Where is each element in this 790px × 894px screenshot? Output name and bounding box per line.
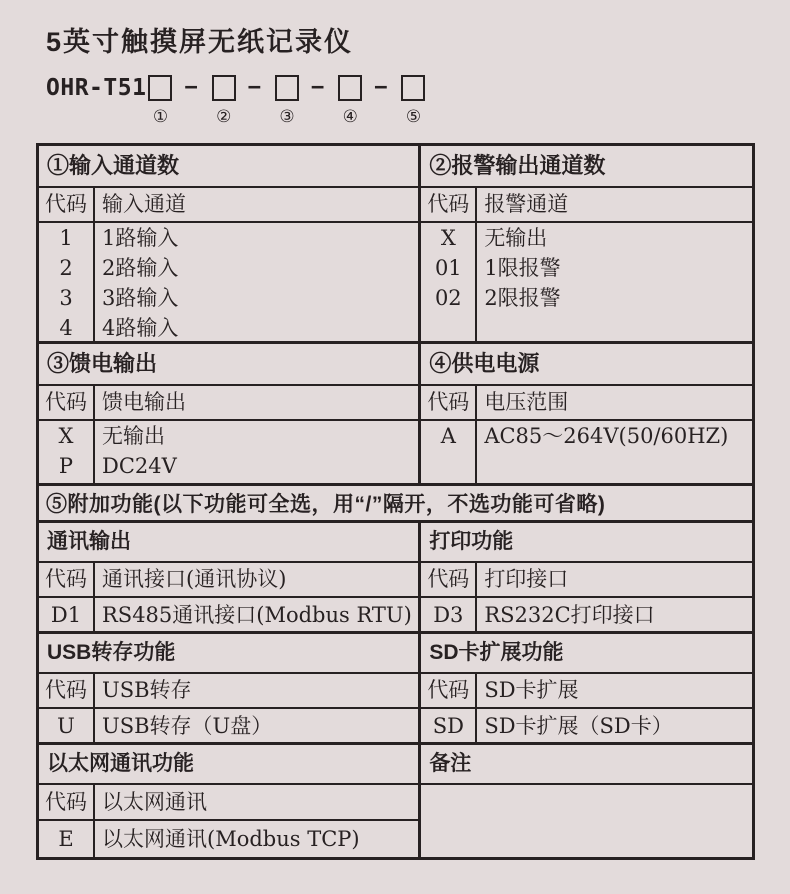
section-title-input-channels: ①输入通道数 <box>47 153 180 178</box>
model-slot-2 <box>212 75 236 127</box>
slot-label-3: ③ <box>279 107 295 127</box>
section1-data <box>39 221 752 341</box>
section-title-remarks: 备注 <box>429 752 472 775</box>
section-title-comm-output: 通讯输出 <box>47 530 131 553</box>
desc-value: 1路输入 <box>102 226 179 250</box>
code-value: 2 <box>59 256 73 280</box>
section5-body <box>39 783 752 857</box>
model-slot-1 <box>148 75 172 127</box>
desc-value: AC85～264V(50/60HZ) <box>484 424 729 448</box>
slot-label-1: ① <box>152 107 169 127</box>
dash-separator: − <box>374 75 388 100</box>
slot-label-2: ② <box>216 107 232 127</box>
column-label: 打印接口 <box>484 567 569 591</box>
column-label: 以太网通讯 <box>102 790 207 814</box>
desc-value: 3路输入 <box>102 286 179 310</box>
code-value: A <box>440 424 456 448</box>
desc-value: 以太网通讯(Modbus TCP) <box>102 827 360 851</box>
code-box-1 <box>148 75 172 101</box>
desc-value: USB转存（U盘） <box>102 714 273 738</box>
column-label: 馈电输出 <box>102 390 186 414</box>
desc-value: 无输出 <box>484 226 548 250</box>
code-header: 代码 <box>421 188 477 221</box>
section4-title-band <box>39 631 752 672</box>
slot-label-5: ⑤ <box>405 107 422 127</box>
slot-label-4: ④ <box>342 107 358 127</box>
code-value: X <box>58 424 74 448</box>
section-title-power-supply: ④供电电源 <box>429 351 540 376</box>
code-header: 代码 <box>39 785 95 819</box>
section4-subheader <box>39 672 752 707</box>
section-title-print-function: 打印功能 <box>429 530 514 553</box>
code-box-4 <box>338 75 362 101</box>
code-value: 4 <box>59 316 73 340</box>
model-prefix: OHR-T51 <box>46 75 147 101</box>
additional-functions-note <box>39 483 752 520</box>
section5-title-band <box>39 742 752 783</box>
desc-value: RS232C打印接口 <box>484 603 655 627</box>
code-value: 01 <box>434 256 462 280</box>
section3-title-band <box>39 520 752 561</box>
column-label: 输入通道 <box>102 192 186 216</box>
desc-value: RS485通讯接口(Modbus RTU) <box>102 603 412 627</box>
column-label: 通讯接口(通讯协议) <box>102 567 287 591</box>
code-header: 代码 <box>39 386 95 419</box>
column-label: USB转存 <box>102 678 192 702</box>
section3-data <box>39 596 752 631</box>
remarks-empty-cell <box>421 785 752 857</box>
model-slot-4 <box>338 75 362 127</box>
model-code-line <box>46 75 755 127</box>
note-text: ⑤附加功能(以下功能可全选，用“/”隔开，不选功能可省略) <box>46 493 606 516</box>
page-title: 5英寸触摸屏无纸记录仪 <box>46 27 354 57</box>
code-value: P <box>58 454 74 478</box>
section2-data <box>39 419 752 483</box>
code-value: SD <box>432 714 464 738</box>
model-slot-5 <box>401 75 425 127</box>
code-value: D3 <box>433 603 464 627</box>
section1-title-band <box>39 146 752 186</box>
section1-subheader <box>39 186 752 221</box>
spec-table <box>36 143 755 860</box>
desc-value: 4路输入 <box>102 316 179 340</box>
model-slot-3 <box>275 75 299 127</box>
code-box-2 <box>212 75 236 101</box>
code-header: 代码 <box>39 188 95 221</box>
code-value: U <box>57 714 75 738</box>
column-label: 电压范围 <box>484 390 569 414</box>
desc-value: 2路输入 <box>102 256 179 280</box>
section-title-usb-transfer: USB转存功能 <box>47 641 176 664</box>
code-header: 代码 <box>39 563 95 596</box>
section4-data <box>39 707 752 742</box>
desc-value: 2限报警 <box>484 286 561 310</box>
section-title-ethernet: 以太网通讯功能 <box>47 752 194 775</box>
dash-separator: − <box>184 75 198 100</box>
dash-separator: − <box>310 75 325 100</box>
code-value: X <box>440 226 456 250</box>
section-title-transmitter-output: ③馈电输出 <box>47 351 158 376</box>
desc-value: DC24V <box>102 454 177 478</box>
desc-value: 1限报警 <box>484 256 561 280</box>
code-header: 代码 <box>421 386 477 419</box>
code-header: 代码 <box>421 563 477 596</box>
section3-subheader <box>39 561 752 596</box>
code-value: 3 <box>59 286 73 310</box>
section2-subheader <box>39 384 752 419</box>
desc-value: 无输出 <box>102 424 165 448</box>
section5-data-row <box>39 819 418 857</box>
column-label: SD卡扩展 <box>484 678 579 702</box>
section-title-sd-expansion: SD卡扩展功能 <box>429 641 564 664</box>
column-label: 报警通道 <box>484 192 569 216</box>
code-value: 1 <box>59 226 73 250</box>
dash-separator: − <box>247 75 261 100</box>
code-header: 代码 <box>421 674 477 707</box>
code-value: E <box>39 821 95 857</box>
code-value: 02 <box>434 286 462 310</box>
section5-subheader-row <box>39 785 418 819</box>
code-box-3 <box>275 75 299 101</box>
code-header: 代码 <box>39 674 95 707</box>
code-box-5 <box>401 75 425 101</box>
section-title-alarm-channels: ②报警输出通道数 <box>429 153 606 178</box>
section2-title-band <box>39 341 752 384</box>
desc-value: SD卡扩展（SD卡） <box>484 714 673 738</box>
code-value: D1 <box>50 603 82 627</box>
